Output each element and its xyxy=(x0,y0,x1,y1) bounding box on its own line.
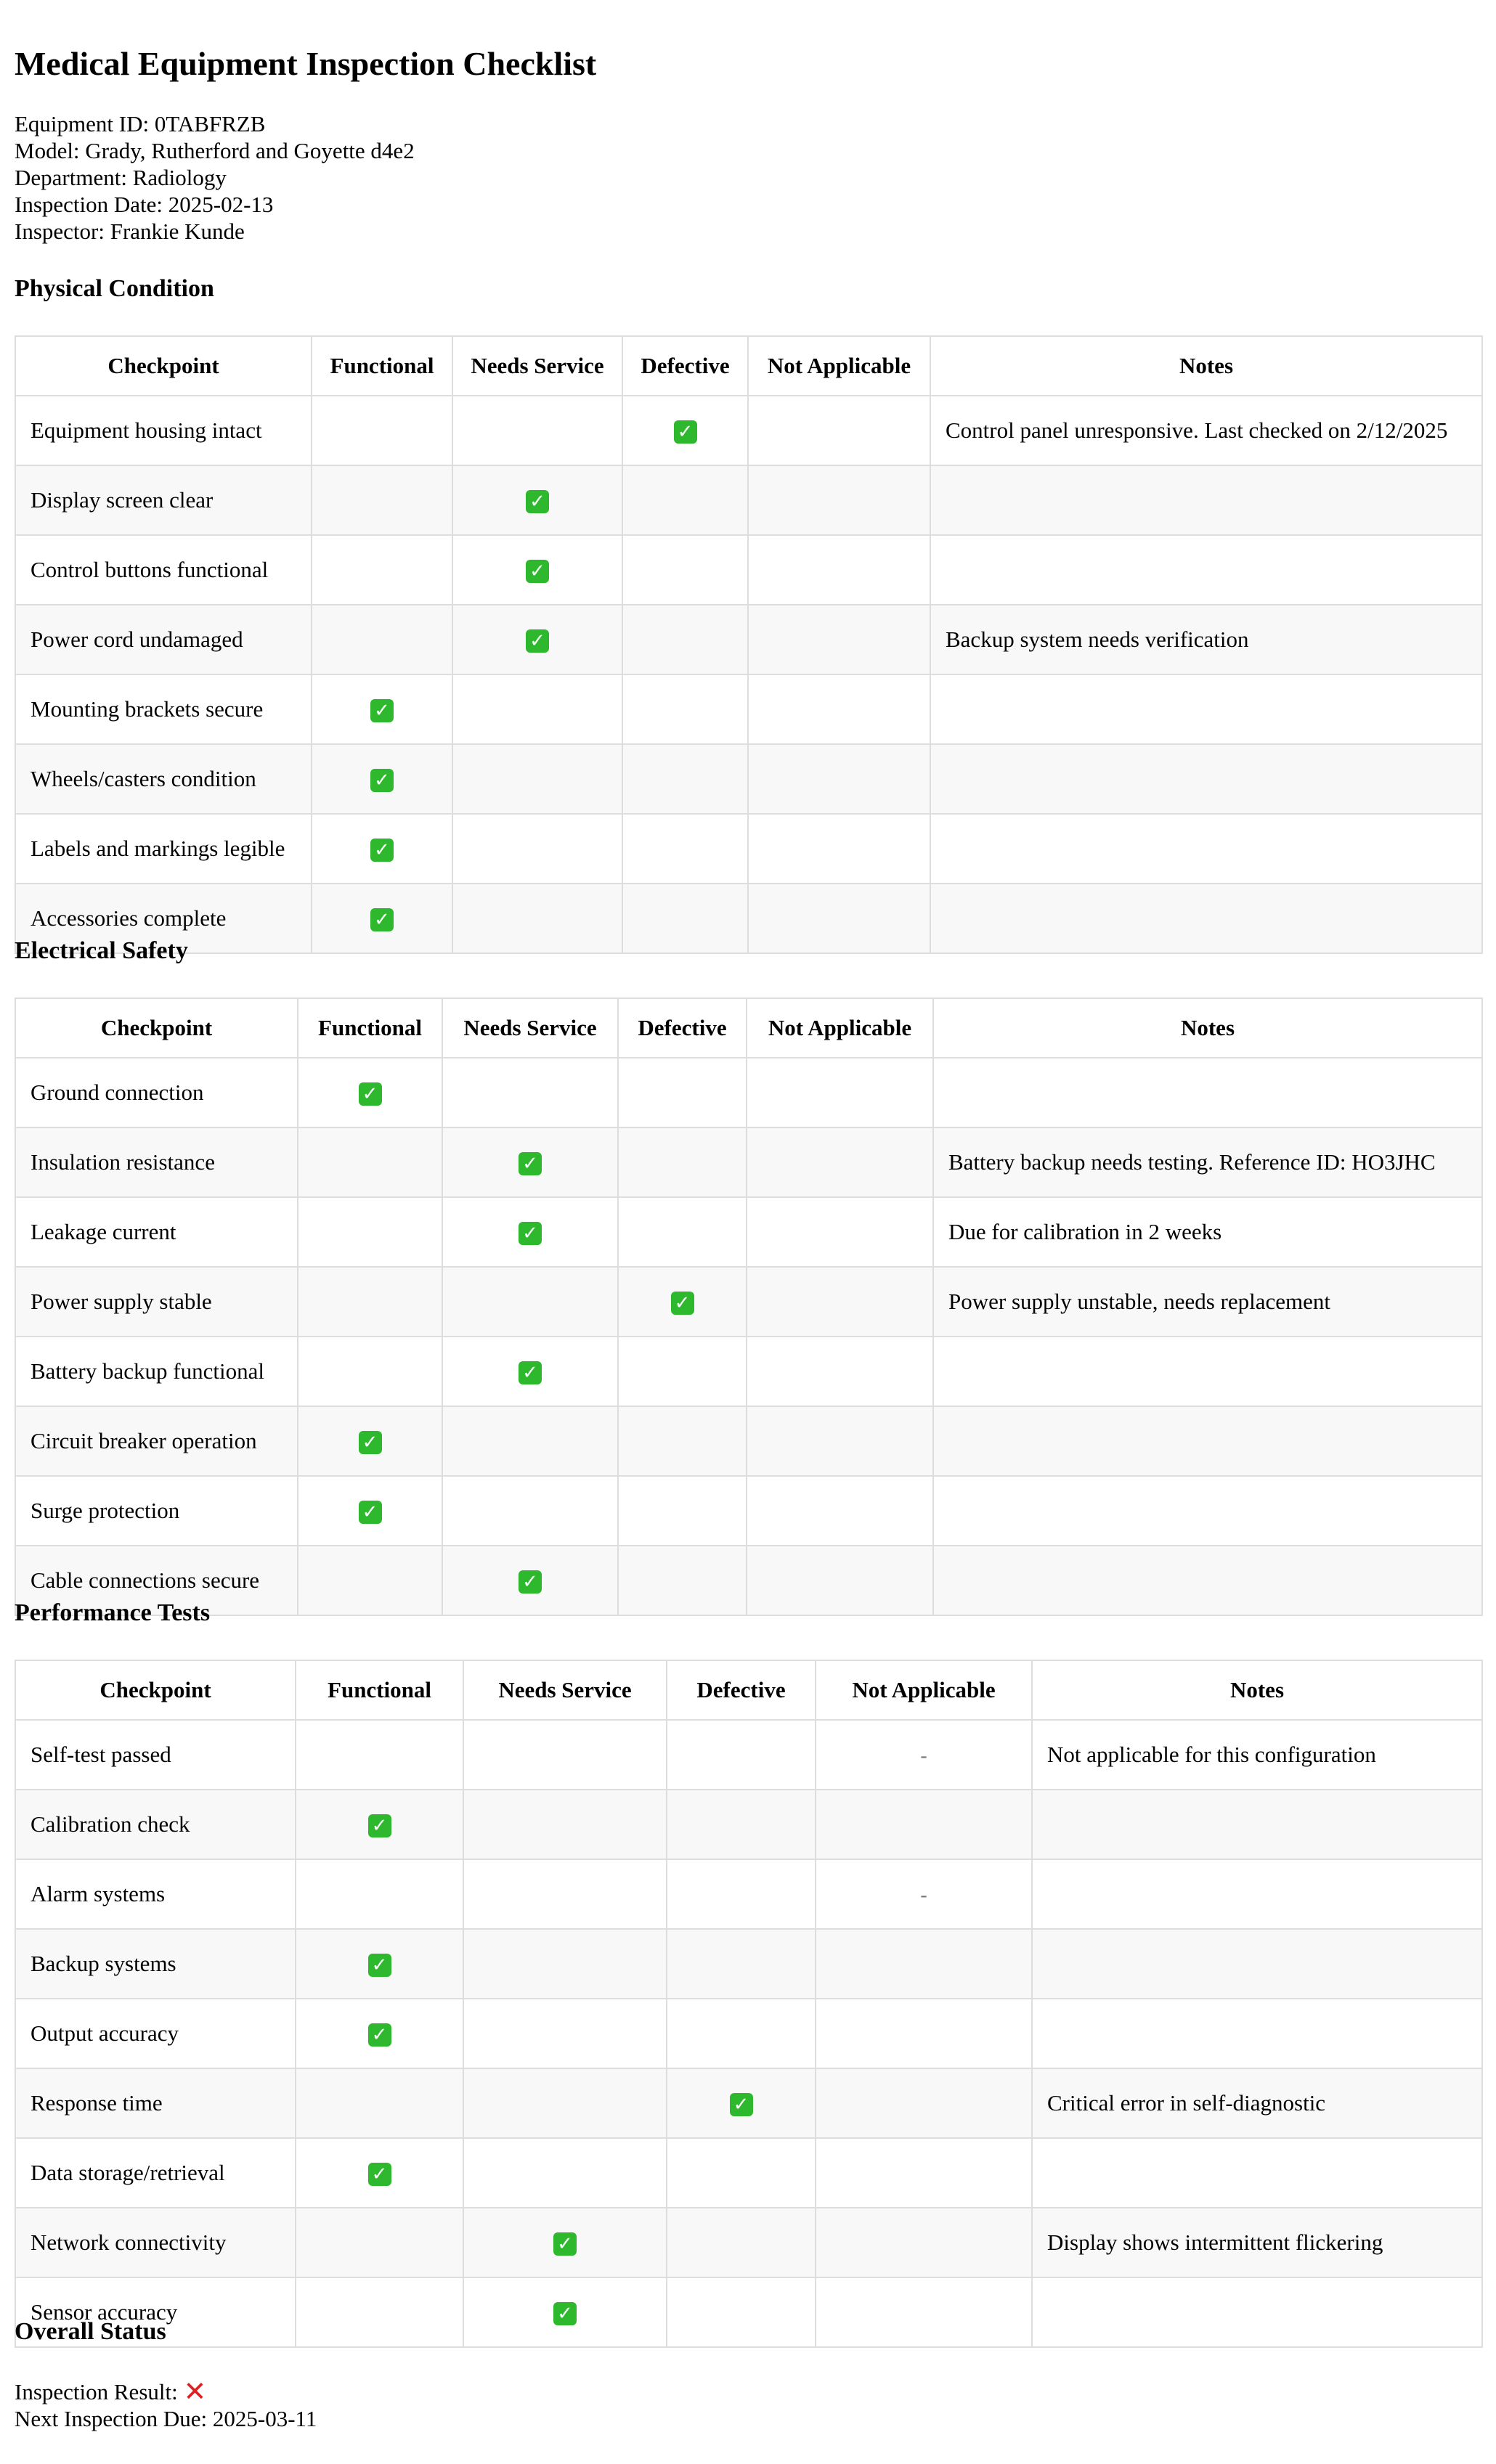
column-header: Notes xyxy=(930,336,1482,396)
status-cell xyxy=(748,744,930,814)
meta-line xyxy=(15,218,415,245)
status-cell xyxy=(298,1337,442,1406)
status-cell xyxy=(298,1058,442,1127)
notes-cell xyxy=(933,1058,1482,1127)
table-row xyxy=(15,2138,1482,2208)
column-header: Functional xyxy=(312,336,452,396)
table-row xyxy=(15,1546,1482,1615)
table-row xyxy=(15,2208,1482,2277)
status-cell xyxy=(622,884,748,953)
meta-value: Frankie Kunde xyxy=(110,219,245,244)
status-cell xyxy=(747,1337,933,1406)
table-header-row xyxy=(15,998,1482,1058)
next-inspection-value: 2025-03-11 xyxy=(212,2406,317,2431)
check-icon: ✓ xyxy=(519,1222,542,1245)
status-cell xyxy=(298,1127,442,1197)
status-cell xyxy=(747,1197,933,1267)
meta-value: 0TABFRZB xyxy=(154,111,266,136)
checkpoint-cell: Backup systems xyxy=(15,1929,296,1999)
table-row xyxy=(15,535,1482,605)
status-cell xyxy=(618,1546,747,1615)
table-row xyxy=(15,1197,1482,1267)
status-cell xyxy=(747,1406,933,1476)
status-cell xyxy=(463,1999,667,2068)
check-icon: ✓ xyxy=(368,2023,391,2047)
equipment-info xyxy=(15,110,415,245)
notes-cell: Display shows intermittent flickering xyxy=(1032,2208,1482,2277)
status-cell xyxy=(748,674,930,744)
notes-cell xyxy=(930,674,1482,744)
status-cell xyxy=(748,605,930,674)
column-header: Not Applicable xyxy=(748,336,930,396)
table-row xyxy=(15,1127,1482,1197)
checkpoint-cell: Display screen clear xyxy=(15,465,312,535)
status-cell xyxy=(618,1267,747,1337)
status-cell xyxy=(748,535,930,605)
notes-cell: Battery backup needs testing. Reference ID: HO3JHC xyxy=(933,1127,1482,1197)
checkpoint-cell: Alarm systems xyxy=(15,1859,296,1929)
status-cell xyxy=(618,1337,747,1406)
table-row xyxy=(15,1267,1482,1337)
check-icon: ✓ xyxy=(526,560,549,583)
table-row xyxy=(15,1476,1482,1546)
checkpoint-cell: Labels and markings legible xyxy=(15,814,312,884)
status-cell xyxy=(296,2068,463,2138)
status-cell xyxy=(667,1720,816,1790)
status-cell xyxy=(452,674,622,744)
table-row xyxy=(15,884,1482,953)
overall-status xyxy=(15,2375,317,2432)
checkpoint-cell: Cable connections secure xyxy=(15,1546,298,1615)
checkpoint-cell: Power cord undamaged xyxy=(15,605,312,674)
section-title-physical-condition: Physical Condition xyxy=(15,275,214,302)
meta-value: Radiology xyxy=(132,165,227,190)
table-row xyxy=(15,1337,1482,1406)
notes-cell xyxy=(1032,1999,1482,2068)
status-cell xyxy=(463,2138,667,2208)
status-cell xyxy=(748,465,930,535)
check-icon: ✓ xyxy=(519,1361,542,1384)
table-header-row xyxy=(15,1660,1482,1720)
inspection-result-label: Inspection Result: xyxy=(15,2379,178,2404)
notes-cell xyxy=(930,814,1482,884)
status-cell xyxy=(442,1546,618,1615)
status-cell xyxy=(747,1058,933,1127)
status-cell xyxy=(452,465,622,535)
status-cell xyxy=(622,605,748,674)
status-cell xyxy=(748,396,930,465)
notes-cell xyxy=(933,1337,1482,1406)
status-cell xyxy=(463,2068,667,2138)
table-row xyxy=(15,674,1482,744)
status-cell xyxy=(442,1197,618,1267)
check-icon: ✓ xyxy=(370,908,394,931)
checkpoint-cell: Wheels/casters condition xyxy=(15,744,312,814)
status-cell xyxy=(452,535,622,605)
status-cell xyxy=(747,1267,933,1337)
status-cell xyxy=(667,2277,816,2347)
status-cell xyxy=(667,2138,816,2208)
column-header: Functional xyxy=(296,1660,463,1720)
status-cell xyxy=(296,2277,463,2347)
next-inspection xyxy=(15,2405,317,2432)
column-header: Needs Service xyxy=(452,336,622,396)
checkpoint-cell: Control buttons functional xyxy=(15,535,312,605)
status-cell xyxy=(667,1859,816,1929)
meta-line xyxy=(15,137,415,164)
checkpoint-cell: Mounting brackets secure xyxy=(15,674,312,744)
column-header: Functional xyxy=(298,998,442,1058)
check-icon: ✓ xyxy=(359,1082,382,1106)
checkpoint-cell: Accessories complete xyxy=(15,884,312,953)
check-icon: ✓ xyxy=(370,839,394,862)
checkpoint-cell: Leakage current xyxy=(15,1197,298,1267)
column-header: Not Applicable xyxy=(816,1660,1032,1720)
notes-cell: Critical error in self-diagnostic xyxy=(1032,2068,1482,2138)
meta-label: Inspector: xyxy=(15,219,105,244)
status-cell xyxy=(442,1476,618,1546)
column-header: Checkpoint xyxy=(15,1660,296,1720)
check-icon: ✓ xyxy=(671,1292,694,1315)
check-icon: ✓ xyxy=(368,1954,391,1977)
table-row xyxy=(15,465,1482,535)
column-header: Checkpoint xyxy=(15,998,298,1058)
status-cell xyxy=(296,1790,463,1859)
notes-cell: Due for calibration in 2 weeks xyxy=(933,1197,1482,1267)
status-cell xyxy=(442,1127,618,1197)
checkpoint-cell: Response time xyxy=(15,2068,296,2138)
status-cell xyxy=(298,1197,442,1267)
table-row xyxy=(15,2277,1482,2347)
status-cell xyxy=(463,1859,667,1929)
check-icon: ✓ xyxy=(674,420,697,444)
notes-cell xyxy=(930,744,1482,814)
notes-cell xyxy=(930,884,1482,953)
status-cell xyxy=(748,814,930,884)
table-row xyxy=(15,814,1482,884)
table-row xyxy=(15,1720,1482,1790)
next-inspection-label: Next Inspection Due: xyxy=(15,2406,208,2431)
check-icon: ✓ xyxy=(553,2232,577,2256)
status-cell xyxy=(312,535,452,605)
check-icon: ✓ xyxy=(368,1814,391,1837)
checkpoint-cell: Insulation resistance xyxy=(15,1127,298,1197)
table-row xyxy=(15,1058,1482,1127)
status-cell xyxy=(463,1790,667,1859)
notes-cell xyxy=(1032,2138,1482,2208)
column-header: Notes xyxy=(933,998,1482,1058)
status-cell xyxy=(816,2138,1032,2208)
not-applicable-mark: - xyxy=(920,1884,927,1906)
section-title-electrical-safety: Electrical Safety xyxy=(15,937,188,964)
notes-cell xyxy=(930,465,1482,535)
meta-value: 2025-02-13 xyxy=(168,192,274,217)
column-header: Defective xyxy=(618,998,747,1058)
status-cell xyxy=(298,1406,442,1476)
status-cell xyxy=(296,2138,463,2208)
status-cell xyxy=(667,2068,816,2138)
status-cell xyxy=(747,1476,933,1546)
check-icon: ✓ xyxy=(359,1431,382,1454)
column-header: Defective xyxy=(667,1660,816,1720)
status-cell xyxy=(312,744,452,814)
check-icon: ✓ xyxy=(370,769,394,792)
status-cell xyxy=(622,744,748,814)
status-cell xyxy=(816,2208,1032,2277)
not-applicable-mark: - xyxy=(920,1745,927,1767)
table-header-row xyxy=(15,336,1482,396)
status-cell xyxy=(747,1546,933,1615)
status-cell xyxy=(816,2068,1032,2138)
table-row xyxy=(15,1999,1482,2068)
status-cell xyxy=(622,814,748,884)
status-cell xyxy=(452,814,622,884)
notes-cell xyxy=(933,1546,1482,1615)
notes-cell xyxy=(930,535,1482,605)
status-cell xyxy=(452,605,622,674)
notes-cell: Not applicable for this configuration xyxy=(1032,1720,1482,1790)
status-cell xyxy=(618,1127,747,1197)
checkpoint-cell: Power supply stable xyxy=(15,1267,298,1337)
checkpoint-cell: Data storage/retrieval xyxy=(15,2138,296,2208)
status-cell xyxy=(747,1127,933,1197)
checkpoint-cell: Battery backup functional xyxy=(15,1337,298,1406)
check-icon: ✓ xyxy=(370,699,394,722)
status-cell xyxy=(452,744,622,814)
column-header: Needs Service xyxy=(442,998,618,1058)
column-header: Needs Service xyxy=(463,1660,667,1720)
status-cell xyxy=(463,2277,667,2347)
notes-cell: Backup system needs verification xyxy=(930,605,1482,674)
table-row xyxy=(15,396,1482,465)
section-title-overall-status: Overall Status xyxy=(15,2318,166,2345)
meta-label: Inspection Date: xyxy=(15,192,163,217)
status-cell xyxy=(296,1720,463,1790)
status-cell xyxy=(442,1058,618,1127)
physical-condition-table xyxy=(15,335,1483,954)
checkpoint-cell: Surge protection xyxy=(15,1476,298,1546)
status-cell xyxy=(312,465,452,535)
notes-cell xyxy=(1032,1790,1482,1859)
status-cell xyxy=(296,2208,463,2277)
status-cell xyxy=(312,674,452,744)
meta-label: Department: xyxy=(15,165,127,190)
table-row xyxy=(15,1859,1482,1929)
checkpoint-cell: Ground connection xyxy=(15,1058,298,1127)
status-cell xyxy=(618,1197,747,1267)
status-cell xyxy=(442,1406,618,1476)
table-row xyxy=(15,2068,1482,2138)
notes-cell: Power supply unstable, needs replacement xyxy=(933,1267,1482,1337)
status-cell xyxy=(667,1790,816,1859)
meta-label: Equipment ID: xyxy=(15,111,150,136)
checkpoint-cell: Network connectivity xyxy=(15,2208,296,2277)
status-cell xyxy=(816,2277,1032,2347)
check-icon: ✓ xyxy=(526,490,549,513)
performance-tests-table xyxy=(15,1660,1483,2348)
status-cell xyxy=(463,1720,667,1790)
status-cell xyxy=(298,1267,442,1337)
checkpoint-cell: Output accuracy xyxy=(15,1999,296,2068)
check-icon: ✓ xyxy=(526,629,549,653)
status-cell xyxy=(298,1476,442,1546)
meta-label: Model: xyxy=(15,138,80,163)
status-cell xyxy=(296,1859,463,1929)
notes-cell xyxy=(1032,2277,1482,2347)
notes-cell: Control panel unresponsive. Last checked on 2/12/2025 xyxy=(930,396,1482,465)
meta-value: Grady, Rutherford and Goyette d4e2 xyxy=(85,138,415,163)
column-header: Notes xyxy=(1032,1660,1482,1720)
check-icon: ✓ xyxy=(519,1570,542,1594)
electrical-safety-table xyxy=(15,998,1483,1616)
table-row xyxy=(15,744,1482,814)
status-cell xyxy=(622,674,748,744)
meta-line xyxy=(15,164,415,191)
status-cell xyxy=(312,814,452,884)
cross-icon: ✕ xyxy=(183,2375,207,2407)
column-header: Defective xyxy=(622,336,748,396)
status-cell xyxy=(452,396,622,465)
check-icon: ✓ xyxy=(519,1152,542,1175)
status-cell xyxy=(816,1790,1032,1859)
status-cell xyxy=(452,884,622,953)
notes-cell xyxy=(1032,1929,1482,1999)
status-cell xyxy=(312,396,452,465)
table-row xyxy=(15,1929,1482,1999)
notes-cell xyxy=(933,1476,1482,1546)
status-cell xyxy=(312,605,452,674)
notes-cell xyxy=(1032,1859,1482,1929)
table-row xyxy=(15,1790,1482,1859)
status-cell xyxy=(463,1929,667,1999)
check-icon: ✓ xyxy=(359,1501,382,1524)
status-cell xyxy=(748,884,930,953)
status-cell xyxy=(622,396,748,465)
table-row xyxy=(15,1406,1482,1476)
table-row xyxy=(15,605,1482,674)
status-cell xyxy=(618,1476,747,1546)
check-icon: ✓ xyxy=(730,2093,753,2116)
page-title: Medical Equipment Inspection Checklist xyxy=(15,45,597,82)
meta-line xyxy=(15,110,415,137)
status-cell xyxy=(463,2208,667,2277)
checkpoint-cell: Circuit breaker operation xyxy=(15,1406,298,1476)
notes-cell xyxy=(933,1406,1482,1476)
status-cell xyxy=(816,1999,1032,2068)
column-header: Checkpoint xyxy=(15,336,312,396)
status-cell xyxy=(298,1546,442,1615)
status-cell xyxy=(622,465,748,535)
status-cell xyxy=(622,535,748,605)
status-cell xyxy=(816,1929,1032,1999)
status-cell xyxy=(442,1337,618,1406)
checkpoint-cell: Sensor accuracy xyxy=(15,2277,296,2347)
inspection-result xyxy=(15,2375,317,2407)
status-cell xyxy=(296,1999,463,2068)
status-cell xyxy=(667,2208,816,2277)
status-cell xyxy=(618,1406,747,1476)
status-cell xyxy=(816,1859,1032,1929)
check-icon: ✓ xyxy=(368,2163,391,2186)
section-title-performance-tests: Performance Tests xyxy=(15,1599,211,1626)
checkpoint-cell: Self-test passed xyxy=(15,1720,296,1790)
status-cell xyxy=(312,884,452,953)
status-cell xyxy=(816,1720,1032,1790)
check-icon: ✓ xyxy=(553,2302,577,2325)
checkpoint-cell: Calibration check xyxy=(15,1790,296,1859)
status-cell xyxy=(442,1267,618,1337)
status-cell xyxy=(296,1929,463,1999)
status-cell xyxy=(618,1058,747,1127)
checkpoint-cell: Equipment housing intact xyxy=(15,396,312,465)
status-cell xyxy=(667,1999,816,2068)
meta-line xyxy=(15,191,415,218)
status-cell xyxy=(667,1929,816,1999)
column-header: Not Applicable xyxy=(747,998,933,1058)
